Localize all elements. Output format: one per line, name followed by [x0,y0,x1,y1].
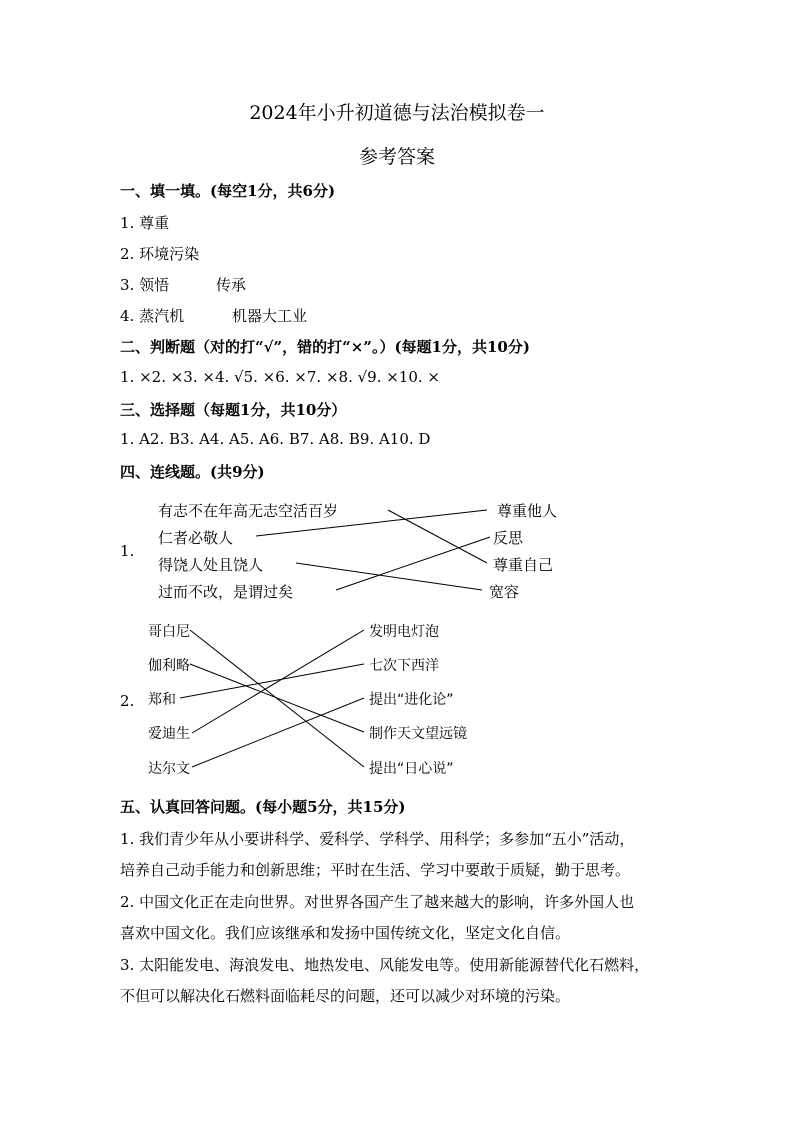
q2-line-3 [180,664,364,698]
section-1-heading: 一、填一填。(每空1分，共6分) [120,182,336,200]
page-title: 2024年小升初道德与法治模拟卷一 [249,102,545,124]
s4-q1-right-4: 宽容 [489,583,520,601]
s1-item-1: 1. 尊重 [120,214,170,232]
s1-item-3: 3. 领悟 [120,276,170,294]
s5-line-4: 喜欢中国文化。我们应该继承和发扬中国传统文化，坚定文化自信。 [120,924,571,942]
page-subtitle: 参考答案 [358,146,435,168]
s4-q2-left-4: 爱迪生 [148,726,190,742]
q1-line-1 [388,510,487,563]
s5-line-3: 2. 中国文化正在走向世界。对世界各国产生了越来越大的影响，许多外国人也 [120,893,635,911]
q1-line-4 [336,537,490,590]
s4-q1-right-1: 尊重他人 [497,502,558,520]
s4-q1-right-3: 尊重自己 [493,556,554,574]
s2-answers: 1. ×2. ×3. ×4. √5. ×6. ×7. ×8. √9. ×10. × [120,368,441,386]
s4-q2-right-5: 提出“日心说” [369,761,454,777]
q2-line-2 [190,664,364,732]
s4-q1-number: 1. [120,542,135,560]
s4-q2-left-1: 哥白尼 [148,624,190,640]
s4-q2-left-3: 郑和 [148,692,176,708]
section-2-heading: 二、判断题（对的打“√”，错的打“×”。）(每题1分，共10分) [120,338,530,356]
s4-q2-left-2: 伽利略 [148,658,190,674]
s4-q2-left-5: 达尔文 [148,761,190,777]
s1-item-3-answer-2: 传承 [216,276,247,294]
s1-item-2: 2. 环境污染 [120,245,200,263]
s3-answers: 1. A2. B3. A4. A5. A6. B7. A8. B9. A10. D [120,430,431,448]
s5-line-1: 1. 我们青少年从小要讲科学、爱科学、学科学、用科学；多参加“五小”活动， [120,830,635,848]
s4-q2-right-2: 七次下西洋 [369,658,439,674]
s4-q2-right-3: 提出“进化论” [369,692,454,708]
s5-line-2: 培养自己动手能力和创新思维；平时在生活、学习中要敢于质疑，勤于思考。 [120,861,631,879]
s4-q2-number: 2. [120,692,135,710]
s5-line-6: 不但可以解决化石燃料面临耗尽的问题，还可以减少对环境的污染。 [120,987,571,1005]
q2-line-1 [190,630,364,767]
s1-item-4-answer-2: 机器大工业 [232,307,308,325]
q1-line-3 [296,563,482,590]
section-4-heading: 四、连线题。(共9分) [120,463,265,481]
s4-q1-left-2: 仁者必敬人 [158,529,234,547]
s5-line-5: 3. 太阳能发电、海浪发电、地热发电、风能发电等。使用新能源替代化石燃料， [120,956,650,974]
q2-line-4 [192,630,364,733]
q2-line-5 [192,698,364,767]
s4-q1-left-4: 过而不改，是谓过矣 [158,583,294,601]
s4-q2-right-1: 发明电灯泡 [369,624,439,640]
s1-item-4: 4. 蒸汽机 [120,307,185,325]
s4-q2-right-4: 制作天文望远镜 [369,726,467,742]
section-3-heading: 三、选择题（每题1分，共10分） [120,401,347,419]
s4-q1-left-3: 得饶人处且饶人 [158,556,264,574]
section-5-heading: 五、认真回答问题。(每小题5分，共15分) [120,798,406,816]
s4-q1-left-1: 有志不在年高无志空活百岁 [158,502,339,520]
s4-q1-right-2: 反思 [493,529,524,547]
